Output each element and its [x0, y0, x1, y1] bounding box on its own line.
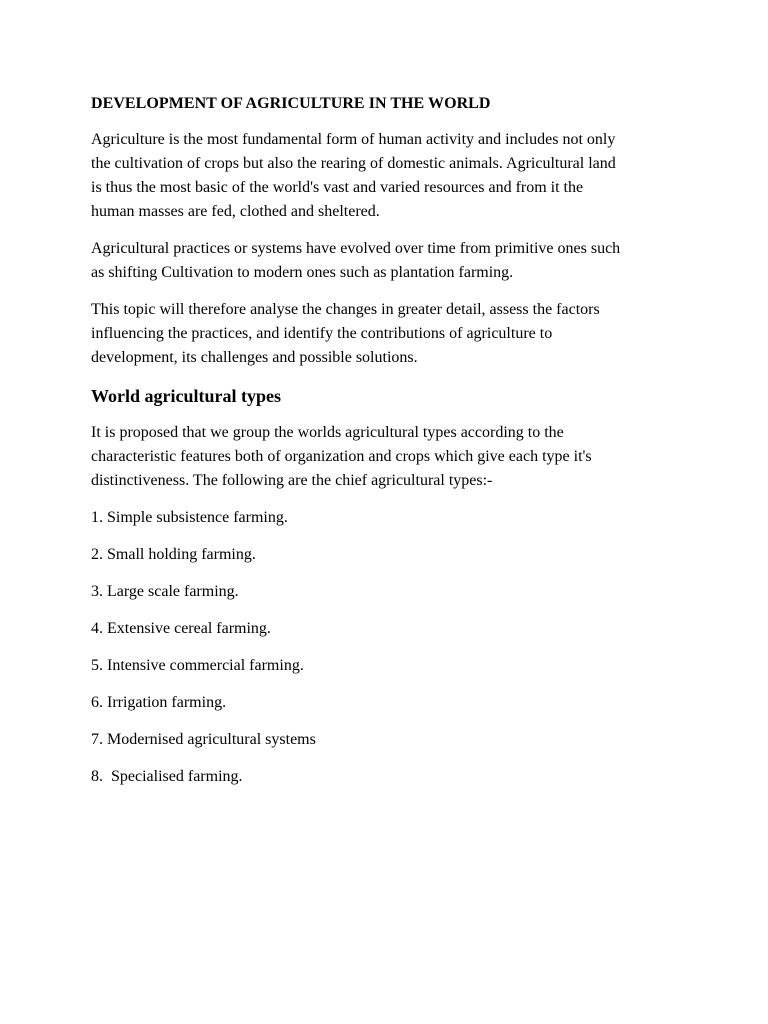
paragraph-topic-overview: This topic will therefore analyse the changes in greater detail, assess the factors influencing the practices, and identify the contributions of agriculture to development, its challenges and possible solutions.	[91, 301, 600, 366]
section-heading: World agricultural types	[91, 386, 281, 406]
list-item: 3. Large scale farming.	[91, 583, 239, 600]
section-intro-paragraph: It is proposed that we group the worlds agricultural types according to the characteristic features both of organization and crops which give each type it's distinctiveness. The following are the chief agricultural types:-	[91, 424, 592, 489]
list-item: 7. Modernised agricultural systems	[91, 731, 316, 748]
list-item: 8. Specialised farming.	[91, 768, 243, 785]
list-item: 5. Intensive commercial farming.	[91, 657, 304, 674]
list-item: 4. Extensive cereal farming.	[91, 620, 271, 637]
list-item: 2. Small holding farming.	[91, 546, 256, 563]
agricultural-types-list	[91, 506, 691, 789]
list-item: 6. Irrigation farming.	[91, 694, 227, 711]
document-title: DEVELOPMENT OF AGRICULTURE IN THE WORLD	[91, 95, 491, 112]
document-page	[91, 92, 691, 802]
paragraph-agricultural-practices: Agricultural practices or systems have evolved over time from primitive ones such as shifting Cultivation to modern ones such as plantation farming.	[91, 240, 621, 281]
paragraph-agriculture-definition: Agriculture is the most fundamental form of human activity and includes not only the cultivation of crops but also the rearing of domestic animals. Agricultural land is thus the most basic of the world's vast and varied resources and from it the human masses are fed, clothed and sheltered.	[91, 131, 616, 220]
list-item: 1. Simple subsistence farming.	[91, 509, 288, 526]
